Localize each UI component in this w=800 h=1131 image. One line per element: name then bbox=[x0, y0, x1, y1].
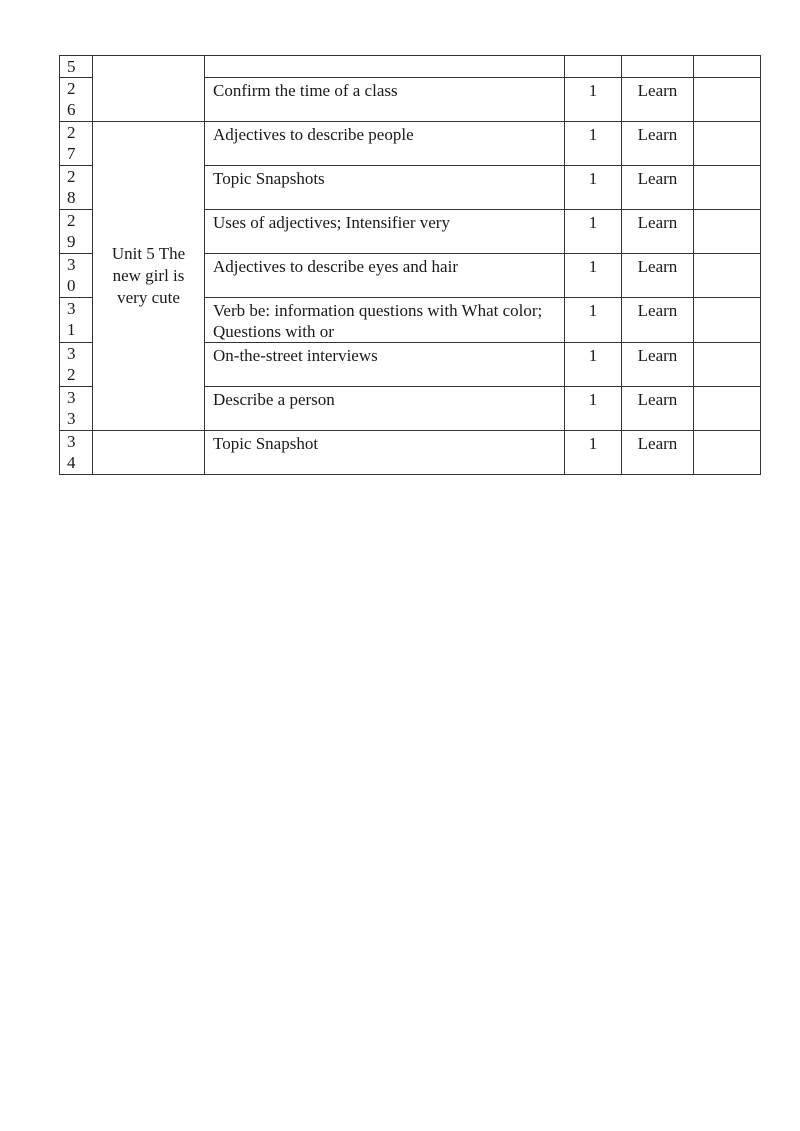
lesson-number-cell bbox=[60, 166, 93, 210]
lesson-cell: Topic Snapshots bbox=[205, 166, 565, 210]
lesson-number-digit: 3 bbox=[67, 409, 76, 428]
table-row bbox=[60, 122, 761, 166]
note-cell: Learn bbox=[622, 166, 694, 210]
lesson-number-cell bbox=[60, 387, 93, 431]
lesson-number-cell bbox=[60, 122, 93, 166]
lesson-number-cell bbox=[60, 298, 93, 343]
lesson-number-digit: 2 bbox=[67, 79, 76, 98]
lesson-number-digit: 0 bbox=[67, 276, 76, 295]
periods-cell: 1 bbox=[565, 298, 622, 343]
lesson-number-digit: 7 bbox=[67, 144, 76, 163]
lesson-number-digit: 9 bbox=[67, 232, 76, 251]
periods-cell: 1 bbox=[565, 78, 622, 122]
unit-name-cell: Unit 5 The new girl is very cute bbox=[93, 122, 205, 431]
extra-cell bbox=[694, 78, 761, 122]
lesson-number-digit: 1 bbox=[67, 320, 76, 339]
note-cell: Learn bbox=[622, 254, 694, 298]
lesson-number-cell bbox=[60, 56, 93, 78]
periods-cell: 1 bbox=[565, 122, 622, 166]
lesson-number-digit: 2 bbox=[67, 211, 76, 230]
lesson-number-digit: 5 bbox=[67, 57, 76, 76]
lesson-cell: On-the-street interviews bbox=[205, 343, 565, 387]
extra-cell bbox=[694, 210, 761, 254]
periods-cell: 1 bbox=[565, 431, 622, 475]
note-cell: Learn bbox=[622, 122, 694, 166]
lesson-cell: Uses of adjectives; Intensifier very bbox=[205, 210, 565, 254]
lesson-number-digit: 4 bbox=[67, 453, 76, 472]
extra-cell bbox=[694, 56, 761, 78]
lesson-number-digit: 2 bbox=[67, 365, 76, 384]
extra-cell bbox=[694, 387, 761, 431]
extra-cell bbox=[694, 298, 761, 343]
lesson-number-cell bbox=[60, 210, 93, 254]
table-row bbox=[60, 431, 761, 475]
note-cell: Learn bbox=[622, 431, 694, 475]
unit-cell-empty bbox=[93, 431, 205, 475]
lesson-number-digit: 3 bbox=[67, 344, 76, 363]
note-cell: Learn bbox=[622, 387, 694, 431]
extra-cell bbox=[694, 122, 761, 166]
periods-cell: 1 bbox=[565, 387, 622, 431]
extra-cell bbox=[694, 343, 761, 387]
periods-cell: 1 bbox=[565, 210, 622, 254]
lesson-number-cell bbox=[60, 431, 93, 475]
lesson-number-cell bbox=[60, 78, 93, 122]
lesson-number-cell bbox=[60, 343, 93, 387]
lesson-cell: Adjectives to describe eyes and hair bbox=[205, 254, 565, 298]
lesson-number-digit: 2 bbox=[67, 167, 76, 186]
periods-cell: 1 bbox=[565, 254, 622, 298]
lesson-number-digit: 3 bbox=[67, 299, 76, 318]
lesson-cell: Verb be: information questions with What color; Questions with or bbox=[205, 298, 565, 343]
lesson-cell: Describe a person bbox=[205, 387, 565, 431]
lesson-number-cell bbox=[60, 254, 93, 298]
note-cell: Learn bbox=[622, 343, 694, 387]
extra-cell bbox=[694, 431, 761, 475]
lesson-cell: Topic Snapshot bbox=[205, 431, 565, 475]
extra-cell bbox=[694, 166, 761, 210]
lesson-number-digit: 6 bbox=[67, 100, 76, 119]
note-cell: Learn bbox=[622, 210, 694, 254]
lesson-number-digit: 8 bbox=[67, 188, 76, 207]
lesson-number-digit: 3 bbox=[67, 255, 76, 274]
note-cell: Learn bbox=[622, 298, 694, 343]
extra-cell bbox=[694, 254, 761, 298]
table-row bbox=[60, 56, 761, 78]
lesson-number-digit: 2 bbox=[67, 123, 76, 142]
note-cell: Learn bbox=[622, 78, 694, 122]
lesson-cell: Adjectives to describe people bbox=[205, 122, 565, 166]
lesson-cell bbox=[205, 56, 565, 78]
curriculum-table bbox=[59, 55, 761, 475]
periods-cell bbox=[565, 56, 622, 78]
unit-cell-empty bbox=[93, 56, 205, 122]
lesson-cell: Confirm the time of a class bbox=[205, 78, 565, 122]
lesson-number-digit: 3 bbox=[67, 388, 76, 407]
lesson-number-digit: 3 bbox=[67, 432, 76, 451]
note-cell bbox=[622, 56, 694, 78]
periods-cell: 1 bbox=[565, 343, 622, 387]
periods-cell: 1 bbox=[565, 166, 622, 210]
